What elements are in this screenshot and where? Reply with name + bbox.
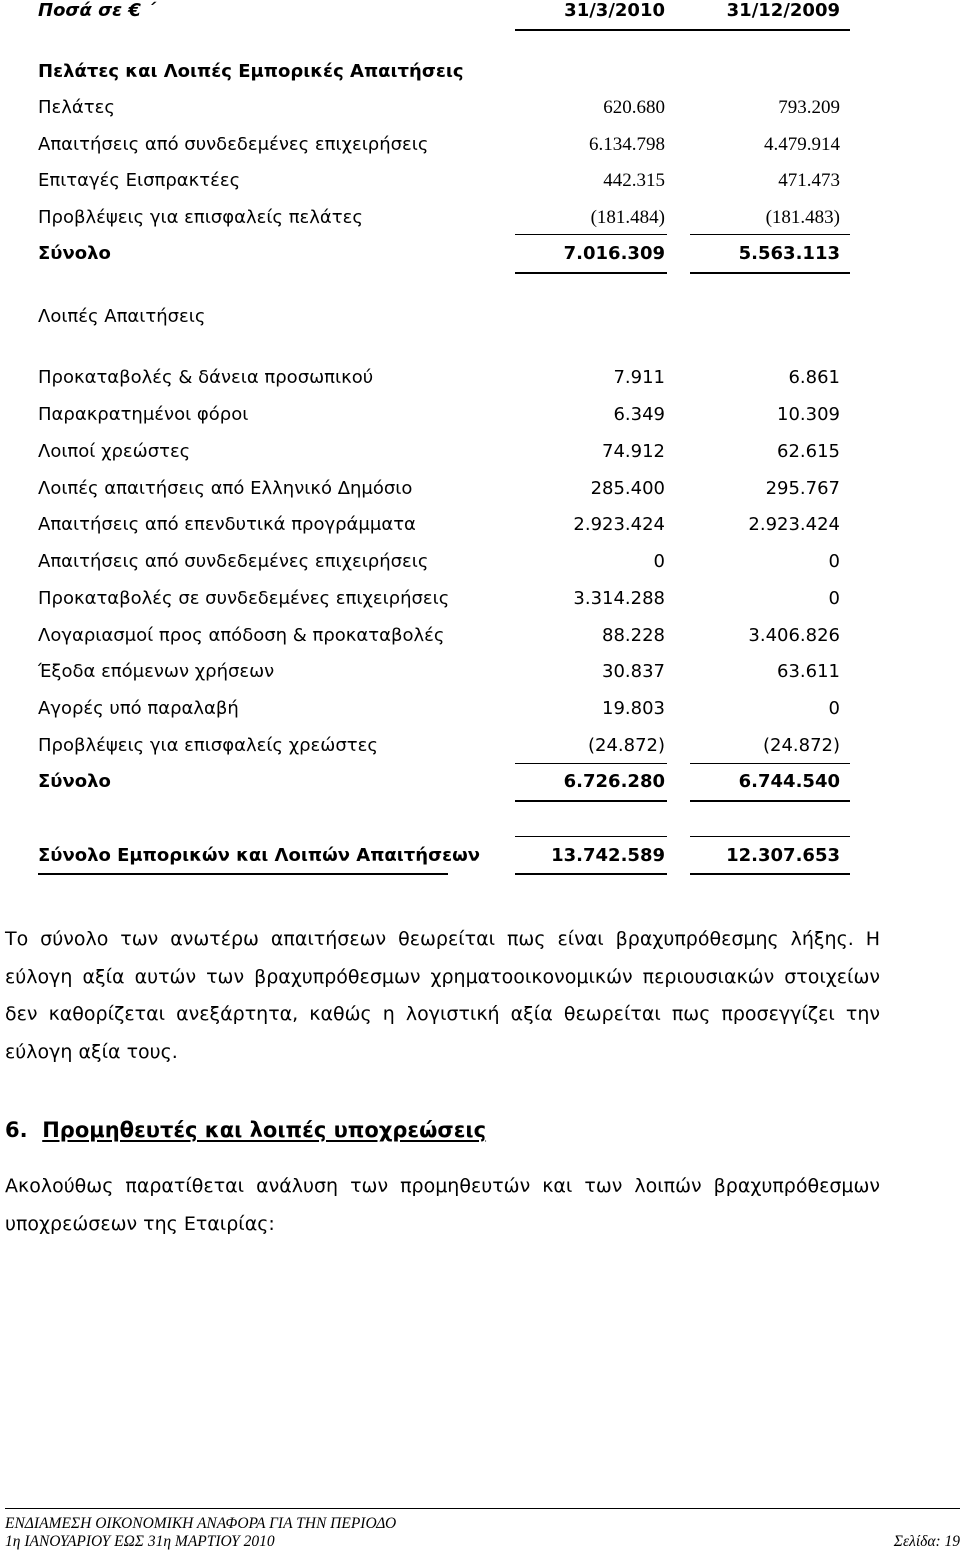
total-underline-2009 <box>690 800 850 802</box>
row-value-2009: 2.923.424 <box>748 514 840 535</box>
grand-total-value-2010: 13.742.589 <box>551 845 665 866</box>
total-value-2009: 5.563.113 <box>738 243 840 264</box>
row-label: Επιταγές Εισπρακτέες <box>38 170 241 191</box>
row-value-2010: 2.923.424 <box>573 514 665 535</box>
total-row <box>0 771 960 801</box>
row-value-2010: 285.400 <box>590 478 665 499</box>
subtotal-rule-2009 <box>690 234 850 235</box>
row-value-2009: 0 <box>828 551 840 572</box>
subtotal-rule-2010 <box>515 763 667 764</box>
row-label: Προβλέψεις για επισφαλείς πελάτες <box>38 207 363 228</box>
paragraph-fair-value: Το σύνολο των ανωτέρω απαιτήσεων θεωρείται πως είναι βραχυπρόθεσμης λήξης. Η εύλογη αξία αυτών των βραχυπρόθεσμων χρηματοοικονομικών περιουσιακών στοιχείων δεν καθορίζεται ανεξάρτητα, καθώς η λογιστική αξία θεωρείται πως προσεγγίζει την εύλογη αξία τους. <box>5 928 880 1063</box>
table-row <box>0 404 960 434</box>
row-value-2009: 3.406.826 <box>748 625 840 646</box>
row-label: Προκαταβολές & δάνεια προσωπικού <box>38 367 374 388</box>
row-label: Λοιποί χρεώστες <box>38 441 191 462</box>
table-row <box>0 97 960 127</box>
paragraph-suppliers-intro: Ακολούθως παρατίθεται ανάλυση των προμηθευτών και των λοιπών βραχυπρόθεσμων υποχρεώσεων της Εταιρίας: <box>5 1175 880 1235</box>
table-row <box>0 207 960 237</box>
table-row <box>0 661 960 691</box>
section-6-heading <box>5 1118 486 1142</box>
row-value-2009: 62.615 <box>777 441 840 462</box>
row-value-2010: 19.803 <box>602 698 665 719</box>
table-row <box>0 514 960 544</box>
grand-total-row <box>0 845 960 875</box>
table-row <box>0 478 960 508</box>
total-label: Σύνολο <box>38 771 111 792</box>
column-header-2009: 31/12/2009 <box>726 0 840 21</box>
footer-period: 1η ΙΑΝΟΥΑΡΙΟΥ ΕΩΣ 31η ΜΑΡΤΙΟΥ 2010 <box>5 1533 275 1550</box>
grand-total-underline-2009 <box>690 873 850 875</box>
row-value-2009: 10.309 <box>777 404 840 425</box>
row-label: Πελάτες <box>38 97 115 118</box>
row-value-2010: 88.228 <box>602 625 665 646</box>
row-value-2010: 0 <box>653 551 665 572</box>
row-value-2010: 442.315 <box>603 170 665 191</box>
total-underline-2010 <box>515 272 667 274</box>
row-value-2009: (181.483) <box>765 207 840 228</box>
row-value-2009: 0 <box>828 588 840 609</box>
row-value-2010: 3.314.288 <box>573 588 665 609</box>
total-value-2010: 7.016.309 <box>563 243 665 264</box>
total-underline-2009 <box>690 272 850 274</box>
row-value-2009: 6.861 <box>788 367 840 388</box>
total-value-2010: 6.726.280 <box>563 771 665 792</box>
row-value-2010: 6.134.798 <box>589 134 665 155</box>
row-value-2010: 7.911 <box>613 367 665 388</box>
row-value-2010: 620.680 <box>603 97 665 118</box>
amounts-label: Ποσά σε € ΄ <box>38 0 156 21</box>
row-label: Αγορές υπό παραλαβή <box>38 698 239 719</box>
table-header <box>0 0 960 30</box>
footer-report-title: ΕΝΔΙΑΜΕΣΗ ΟΙΚΟΝΟΜΙΚΗ ΑΝΑΦΟΡΑ ΓΙΑ ΤΗΝ ΠΕΡΙΟΔΟ <box>5 1515 397 1532</box>
row-value-2009: 63.611 <box>777 661 840 682</box>
table-row <box>0 698 960 728</box>
total-label: Σύνολο <box>38 243 111 264</box>
row-label: Προκαταβολές σε συνδεδεμένες επιχειρήσεις <box>38 588 450 609</box>
section-number: 6. <box>5 1118 28 1142</box>
header-underline <box>515 29 850 31</box>
total-underline-2010 <box>515 800 667 802</box>
row-label: Προβλέψεις για επισφαλείς χρεώστες <box>38 735 378 756</box>
row-label: Απαιτήσεις από συνδεδεμένες επιχειρήσεις <box>38 134 429 155</box>
section-title-trade-receivables: Πελάτες και Λοιπές Εμπορικές Απαιτήσεις <box>38 61 464 82</box>
grand-total-overline-2009 <box>690 836 850 837</box>
grand-total-underline-left <box>38 873 448 875</box>
row-label: Παρακρατημένοι φόροι <box>38 404 249 425</box>
table-row <box>0 367 960 397</box>
row-label: Απαιτήσεις από συνδεδεμένες επιχειρήσεις <box>38 551 429 572</box>
footer-rule <box>5 1508 960 1509</box>
row-label: Έξοδα επόμενων χρήσεων <box>38 661 275 682</box>
row-value-2010: (24.872) <box>587 735 665 756</box>
table-row <box>0 170 960 200</box>
subtotal-rule-2009 <box>690 763 850 764</box>
section-title-other-receivables: Λοιπές Απαιτήσεις <box>38 306 206 327</box>
grand-total-overline-2010 <box>515 836 667 837</box>
row-value-2009: 793.209 <box>778 97 840 118</box>
grand-total-underline-2010 <box>515 873 667 875</box>
row-value-2010: 74.912 <box>602 441 665 462</box>
total-value-2009: 6.744.540 <box>738 771 840 792</box>
section-title: Προμηθευτές και λοιπές υποχρεώσεις <box>42 1118 487 1142</box>
total-row <box>0 243 960 273</box>
table-row <box>0 625 960 655</box>
row-value-2009: 0 <box>828 698 840 719</box>
table-row <box>0 588 960 618</box>
grand-total-value-2009: 12.307.653 <box>726 845 840 866</box>
row-label: Απαιτήσεις από επενδυτικά προγράμματα <box>38 514 416 535</box>
row-value-2009: 295.767 <box>765 478 840 499</box>
row-label: Λοιπές απαιτήσεις από Ελληνικό Δημόσιο <box>38 478 413 499</box>
column-header-2010: 31/3/2010 <box>564 0 665 21</box>
table-row <box>0 134 960 164</box>
grand-total-label: Σύνολο Εμπορικών και Λοιπών Απαιτήσεων <box>38 845 481 866</box>
subtotal-rule-2010 <box>515 234 667 235</box>
footer-page-number: Σελίδα: 19 <box>893 1533 960 1550</box>
row-value-2010: 6.349 <box>613 404 665 425</box>
row-value-2009: 4.479.914 <box>764 134 840 155</box>
row-label: Λογαριασμοί προς απόδοση & προκαταβολές <box>38 625 445 646</box>
row-value-2010: (181.484) <box>590 207 665 228</box>
row-value-2010: 30.837 <box>602 661 665 682</box>
row-value-2009: 471.473 <box>778 170 840 191</box>
table-row <box>0 735 960 765</box>
table-row <box>0 441 960 471</box>
table-row <box>0 551 960 581</box>
row-value-2009: (24.872) <box>762 735 840 756</box>
